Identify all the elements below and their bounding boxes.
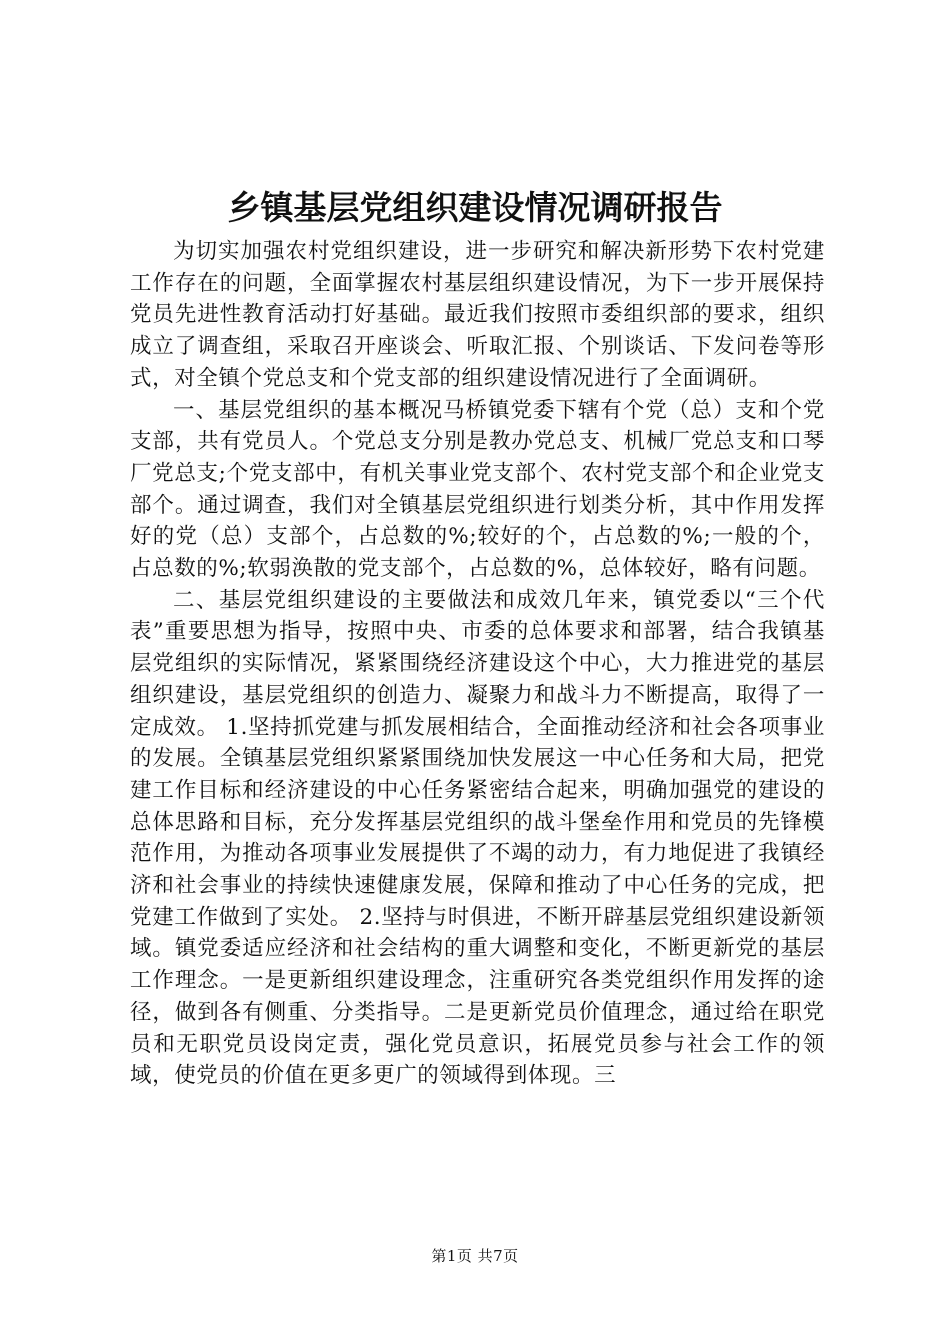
paragraph-section-1: 一、基层党组织的基本概况马桥镇党委下辖有个党（总）支和个党支部，共有党员人。个党总支分别是教办党总支、机械厂党总支和口琴厂党总支;个党支部中，有机关事业党支部个、农村党支部个和企业党支部个。通过调查，我们对全镇基层党组织进行划类分析，其中作用发挥好的党（总）支部个，占总数的%;较好的个，占总数的%;一般的个，占总数的%;软弱涣散的党支部个，占总数的%，总体较好，略有问题。 [130, 397, 825, 582]
paragraph-intro: 为切实加强农村党组织建设，进一步研究和解决新形势下农村党建工作存在的问题，全面掌握农村基层组织建设情况，为下一步开展保持党员先进性教育活动打好基础。最近我们按照市委组织部的要求，组织成立了调查组，采取召开座谈会、听取汇报、个别谈话、下发问卷等形式，对全镇个党总支和个党支部的组织建设情况进行了全面调研。 [130, 239, 825, 391]
document-body [130, 236, 825, 1092]
page-number-footer: 第1页 共7页 [431, 1247, 519, 1265]
paragraph-section-2: 二、基层党组织建设的主要做法和成效几年来，镇党委以“三个代表”重要思想为指导，按照中央、市委的总体要求和部署，结合我镇基层党组织的实际情况，紧紧围绕经济建设这个中心，大力推进党的基层组织建设，基层党组织的创造力、凝聚力和战斗力不断提高，取得了一定成效。 1.坚持抓党建与抓发展相结合，全面推动经济和社会各项事业的发展。全镇基层党组织紧紧围绕加快发展这一中心任务和大局，把党建工作目标和经济建设的中心任务紧密结合起来，明确加强党的建设的总体思路和目标，充分发挥基层党组织的战斗堡垒作用和党员的先锋模范作用，为推动各项事业发展提供了不竭的动力，有力地促进了我镇经济和社会事业的持续快速健康发展，保障和推动了中心任务的完成，把党建工作做到了实处。 2.坚持与时俱进，不断开辟基层党组织建设新领域。镇党委适应经济和社会结构的重大调整和变化，不断更新党的基层工作理念。一是更新组织建设理念，注重研究各类党组织作用发挥的途径，做到各有侧重、分类指导。二是更新党员价值理念，通过给在职党员和无职党员设岗定责，强化党员意识，拓展党员参与社会工作的领域，使党员的价值在更多更广的领域得到体现。三 [130, 587, 825, 1089]
document-title: 乡镇基层党组织建设情况调研报告 [227, 188, 723, 227]
